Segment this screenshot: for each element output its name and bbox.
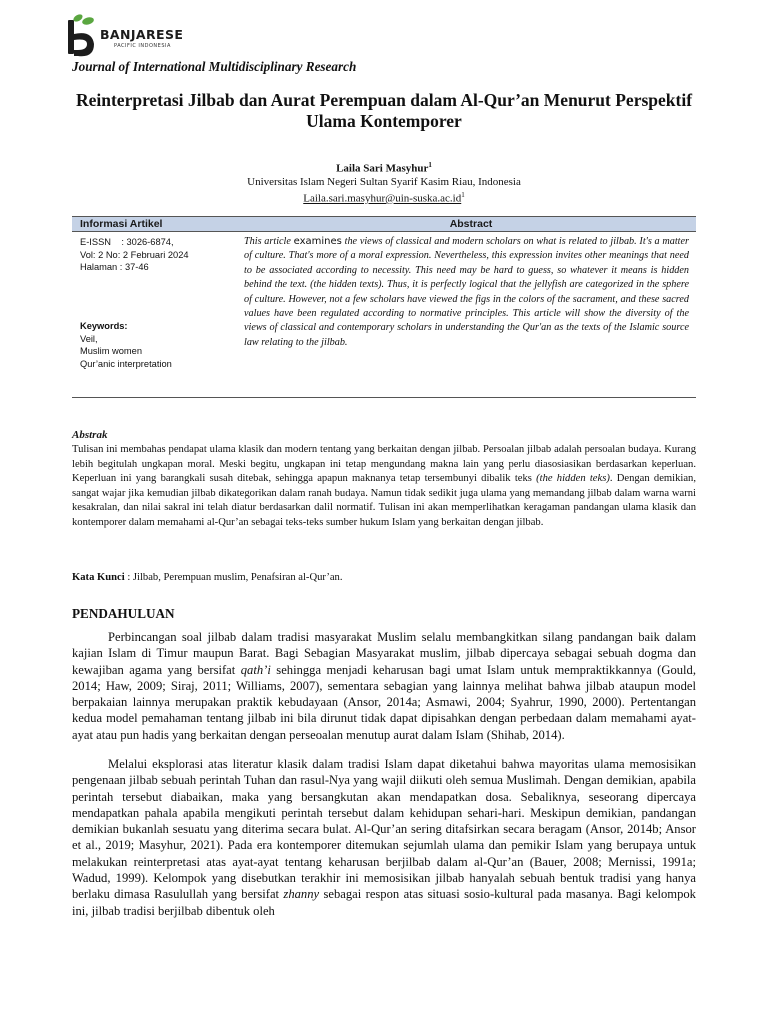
abstract-en-part: the views of classical and modern scholars on what is related to jilbab. It's a matter of culture. That's more of a moral expression. Nevertheless, this expression invites other meanings that need to be associated according to necessity. This need may be hard to guess, so whatever it means is hidden behind the text. (the hidden texts). Thus, it is perfectly logical that the jellyfish are categorized in the sphere of culture. However, not a few scholars have viewed the figs in the colors of the sacrament, and these sacred values have been regulated according to normative principles. This article will show the diversity of the views of classical and contemporary scholars in understanding the Qur'an as the texts of the Islamic source law relating to the jilbab. — [244, 236, 689, 348]
keyword-item: Qur’anic interpretation — [80, 358, 172, 369]
kata-kunci — [72, 572, 696, 583]
abstract-en-examines: examines — [293, 236, 342, 247]
article-info-table — [72, 216, 696, 398]
issn: E-ISSN : 3026-6874, — [80, 237, 174, 247]
publisher-logo — [64, 12, 224, 62]
abstrak-label: Abstrak — [72, 429, 108, 441]
author-sup: 1 — [428, 161, 432, 169]
kata-kunci-label: Kata Kunci — [72, 572, 125, 583]
author-affiliation: Universitas Islam Negeri Sultan Syarif Kasim Riau, Indonesia — [247, 176, 521, 188]
brand-name: BANJARESE — [100, 27, 184, 42]
body-paragraph — [72, 756, 696, 919]
author-email — [72, 191, 696, 205]
volume: Vol: 2 No: 2 Februari 2024 — [80, 249, 189, 260]
keyword-item: Veil, — [80, 333, 98, 344]
abstrak-italic: (the hidden teks) — [536, 473, 610, 484]
abstrak-part: Tulisan ini membahas pendapat ulama klasik dan modern tentang yang berkaitan dengan jilbab. Persoalan jilbab adalah persoalan budaya. Kurang lebih begitulah ungkapan moral. Meski begitu, ungkapan ini tetap mengundang makna lain yang perlu diasosiasikan berdasarkan keperluan. Keperluan ini yang barangkali susah ditebak, sehingga apapun maknanya tetap tersembunyi dibalik teks — [72, 444, 696, 484]
paragraph-part: sebagai respon atas situasi sosio-kultural pada masanya. Bagi kelompok ini, jilbab tradisi berjilbab dibentuk oleh — [72, 887, 696, 918]
article-meta — [80, 236, 240, 369]
keyword-item: Muslim women — [80, 346, 142, 356]
email-sup: 1 — [461, 191, 465, 199]
pages: Halaman : 37-46 — [80, 262, 149, 272]
banjarese-logo-icon — [64, 12, 104, 62]
email-link[interactable]: Laila.sari.masyhur@uin-suska.ac.id — [303, 192, 462, 205]
brand-subtitle: PACIFIC INDONESIA — [114, 43, 171, 49]
abstrak-body — [72, 443, 696, 530]
section-heading: PENDAHULUAN — [72, 606, 175, 621]
author-name — [72, 161, 696, 175]
paragraph-part: sehingga menjadi keharusan bagi umat Islam untuk mempraktikkannya (Gould, 2014; Haw, 2009; Siraj, 2011; Williams, 2007), sementara sebagian yang lainnya melihat bahwa jilbab ataupun model berpakaian lainnya merupakan praktik kebudayaan (Ansor, 2014a; Asmawi, 2004; Syahrur, 1990, 2000). Pertentangan kedua model pemahaman tentang jilbab ini bila dirunut tidak dapat dipisahkan dengan perbedaan dalam memahami ayat-ayat atau pun hadis yang berkaitan dengan perseoalan menutup aurat dalam Islam (Shihab, 2014). — [72, 662, 696, 742]
keywords-block — [80, 320, 240, 370]
author-name-text: Laila Sari Masyhur — [336, 162, 429, 175]
info-header-right: Abstract — [449, 218, 493, 230]
paragraph-part: Perbincangan soal jilbab dalam tradisi masyarakat Muslim selalu membangkitkan silang pandangan baik dalam kajian Islam di Timur maupun Barat. Bagi Sebagian Masyarakat muslim, jilbab dipercaya sebagai sebuah dogma dan kewajiban agama yang bersifat — [72, 630, 696, 677]
body-paragraph — [72, 629, 696, 743]
paragraph-italic: zhanny — [283, 887, 320, 902]
paragraph-italic: qath’i — [240, 662, 271, 677]
journal-name: Journal of International Multidisciplinary Research — [72, 59, 357, 74]
paragraph-part: Melalui eksplorasi atas literatur klasik dalam tradisi Islam dapat diketahui bahwa mayoritas ulama memosisikan pengenaan jilbab sebuah perintah Tuhan dan rasul-Nya yang wajil diikuti oleh semua Muslimah. Dengan demikian, apabila perintah tersebut diabaikan, maka yang bersangkutan akan mendapatkan dosa. Sebaliknya, seseorang dipercaya mendapatkan pahala apabila mengikuti perintah tersebut dalam kehidupan sehari-hari. Meskipun demikian, pandangan demikian bukanlah sesuatu yang diterima secara bulat. Al-Qur’an sering ditafsirkan secara beragam (Ansor, 2014b; Ansor et al., 2019; Masyhur, 2021). Pada era kontemporer ditemukan sejumlah ulama dan pemikir Islam yang berupaya untuk melakukan reinterpretasi atas ayat-ayat tentang keharusan berjilbab dalam al-Qur’an (Bauer, 2008; Mernissi, 1991a; Wadud, 1999). Kelompok yang disebutkan terakhir ini memosisikan jilbab hanyalah sebuah bentuk tradisi yang hanya berlaku dimasa Rasulullah yang bersifat — [72, 757, 696, 902]
abstract-en-part: This article — [244, 236, 294, 247]
abstract-english — [244, 235, 689, 350]
info-table-header — [72, 216, 696, 232]
info-header-left: Informasi Artikel — [80, 218, 163, 230]
abstrak-part: . Dengan demikian, sangat wajar jika kemudian jilbab dikategorikan dalam ranah budaya. Namun tidak sedikit juga ulama yang memandang jilbab dalam warna warni kesakralan, dan nilai sakral ini telah diatur berdasarkan dalil normatif. Tulisan ini akan memperlihatkan keragaman pandangan ulama klasik dan kontemporer dalam memahami al-Qur’an sebagai teks-teks sumber hukum Islam yang berkaitan dengan jilbab. — [72, 473, 696, 528]
kata-kunci-value: : Jilbab, Perempuan muslim, Penafsiran al-Qur’an. — [124, 572, 343, 583]
keywords-label: Keywords: — [80, 321, 128, 331]
paper-title: Reinterpretasi Jilbab dan Aurat Perempuan dalam Al-Qur’an Menurut Perspektif Ulama Kontemporer — [75, 90, 693, 131]
